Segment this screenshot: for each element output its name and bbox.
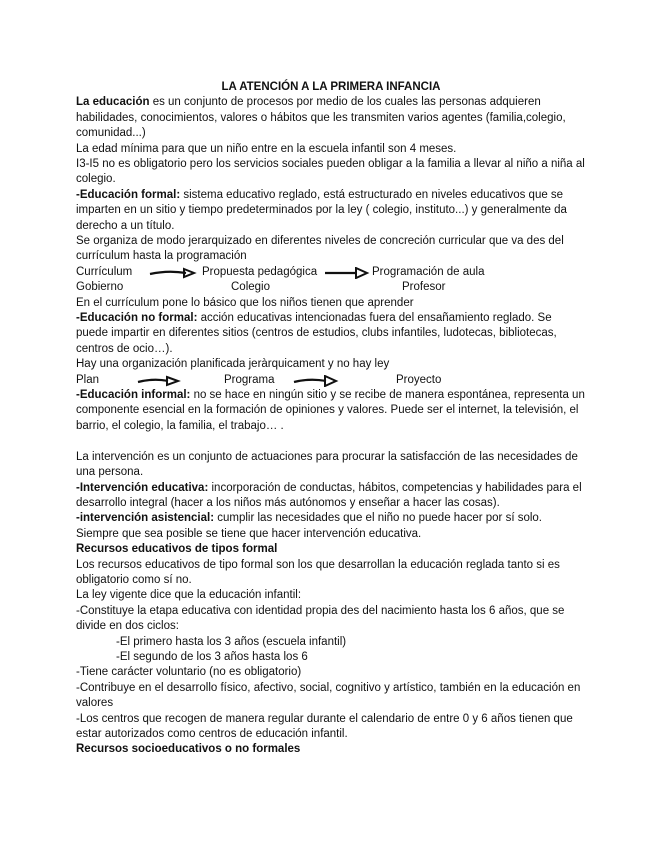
organizacion-paragraph: Hay una organización planificada jeràrquicament y no hay ley [76, 358, 390, 371]
recursos-formal-heading: Recursos educativos de tipos formal [76, 543, 278, 556]
flow-proyecto: Proyecto [396, 373, 442, 386]
flow-curriculum: Currículum [76, 265, 133, 278]
formal-term: -Educación formal: [76, 188, 181, 201]
ciclo-2-item: -El segundo de los 3 años hasta los 6 [116, 650, 308, 663]
int-asistencial-term: -intervención asistencial: [76, 512, 215, 525]
level-gobierno: Gobierno [76, 281, 124, 294]
formal-paragraph [76, 188, 586, 234]
flow-programa: Programa [224, 373, 275, 386]
recursos-socio-heading: Recursos socioeducativos o no formales [76, 743, 301, 756]
centros-paragraph: -Los centros que recogen de manera regular durante el calendario de entre 0 y 6 años tienen que estar autorizados como centros de educación infantil. [76, 712, 573, 740]
int-asistencial-text: cumplir las necesidades que el niño no puede hacer por sí solo. [214, 512, 542, 525]
arrow-right-icon [136, 375, 182, 387]
int-educativa-paragraph [76, 481, 586, 512]
jerarquia-paragraph: Se organiza de modo jerarquizado en diferentes niveles de concreción curricular que va des del currículum hasta la programación [76, 235, 564, 263]
edad-paragraph: La edad mínima para que un niño entre en la escuela infantil son 4 meses. [76, 142, 457, 155]
arrow-right-icon [148, 267, 198, 279]
informal-term: -Educación informal: [76, 389, 191, 402]
no-formal-term: -Educación no formal: [76, 312, 198, 325]
formal-text: sistema educativo reglado, está estructurado en niveles educativos que se imparten en un sitio y tiempo predeterminados por la ley ( colegio, instituto...) y generalmente da derecho a un título. [76, 188, 567, 232]
voluntario-paragraph: -Tiene carácter voluntario (no es obligatorio) [76, 666, 302, 679]
intro-paragraph [76, 95, 586, 141]
document-body [76, 80, 586, 758]
contribuye-paragraph: -Contribuye en el desarrollo físico, afectivo, social, cognitivo y artístico, también en la educación en valores [76, 681, 581, 710]
curriculum-flow-row [76, 265, 586, 280]
paragraph-spacer [76, 434, 586, 449]
intervencion-paragraph: La intervención es un conjunto de actuaciones para procurar la satisfacción de las necesidades de una persona. [76, 450, 578, 479]
level-profesor: Profesor [402, 281, 446, 294]
no-formal-text: acción educativas intencionadas fuera del ensañamiento reglado. Se puede impartir en diferentes sitios (centros de estudios, clubs infantiles, ludotecas, bibliotecas, centros de ocio…). [76, 312, 557, 355]
arrow-right-icon [323, 267, 371, 279]
level-colegio: Colegio [231, 281, 270, 294]
flow-propuesta: Propuesta pedagógica [202, 265, 318, 278]
ley-paragraph: La ley vigente dice que la educación infantil: [76, 589, 302, 602]
page-title: LA ATENCIÓN A LA PRIMERA INFANCIA [221, 81, 441, 93]
plan-flow-row [76, 373, 586, 388]
curriculum-paragraph: En el currículum pone lo básico que los niños tienen que aprender [76, 296, 414, 309]
int-educativa-term: -Intervención educativa: [76, 481, 209, 494]
constituye-paragraph: -Constituye la etapa educativa con identidad propia des del nacimiento hasta los 6 años, que se divide en dos ciclos: [76, 604, 565, 633]
arrow-right-icon [292, 375, 340, 387]
intro-text: es un conjunto de procesos por medio de los cuales las personas adquieren habilidades, conocimientos, valores o hábitos que les transmiten varios agentes (familia,colegio, comunidad...) [76, 96, 566, 140]
ciclo-1-item: -El primero hasta los 3 años (escuela infantil) [116, 635, 347, 648]
flow-plan: Plan [76, 373, 100, 386]
curriculum-levels-row [76, 280, 586, 295]
recursos-formal-paragraph: Los recursos educativos de tipo formal son los que desarrollan la educación reglada tanto si es obligatorio como sí no. [76, 558, 560, 586]
informal-paragraph [76, 388, 586, 434]
int-asistencial-paragraph [76, 511, 586, 526]
no-formal-paragraph [76, 311, 586, 357]
obligatorio-paragraph: I3-I5 no es obligatorio pero los servicios sociales pueden obligar a la familia a llevar al niño a niña al colegio. [76, 158, 585, 186]
flow-programacion: Programación de aula [372, 265, 485, 278]
int-educativa-text: incorporación de conductas, hábitos, competencias y habilidades para el desarrollo integral (hacer a los niños más autónomos y enseñar a hacer las cosas). [76, 481, 582, 509]
informal-text: no se hace en ningún sitio y se recibe de manera espontánea, representa un componente esencial en la formación de opiniones y valores. Puede ser el internet, la televisión, el barrio, el colegio, la familia, el trabajo… . [76, 389, 585, 432]
intro-term: La educación [76, 96, 150, 109]
siempre-paragraph: Siempre que sea posible se tiene que hacer intervención educativa. [76, 527, 422, 540]
